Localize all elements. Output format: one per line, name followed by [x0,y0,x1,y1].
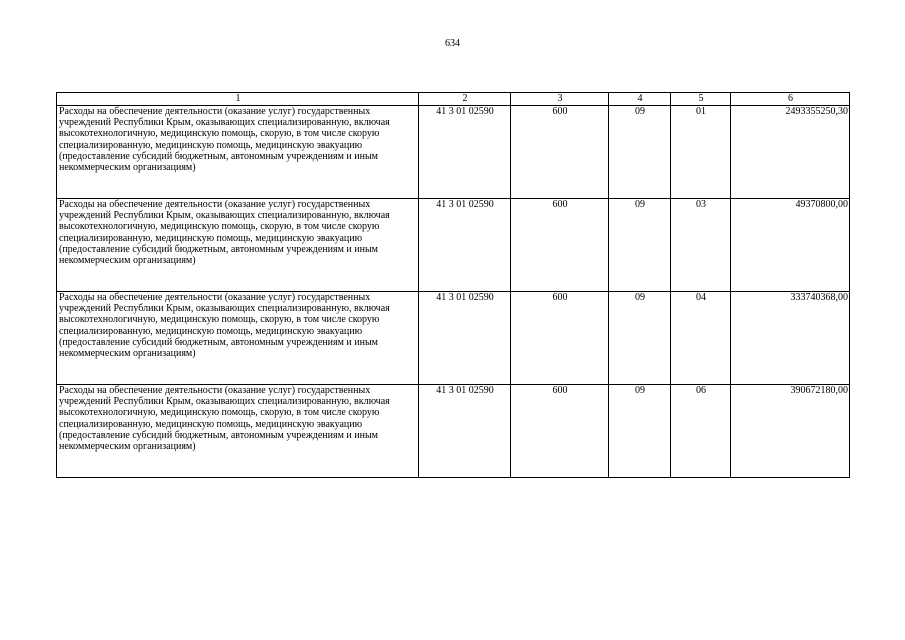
section-cell: 09 [609,199,671,292]
expense-type-cell: 600 [511,385,609,478]
table-row [57,106,850,199]
header-col-2: 2 [419,93,511,106]
header-col-3: 3 [511,93,609,106]
expense-type-cell: 600 [511,292,609,385]
header-col-4: 4 [609,93,671,106]
amount-cell: 390672180,00 [731,385,850,478]
section-cell: 09 [609,385,671,478]
expense-type-cell: 600 [511,106,609,199]
budget-table [56,92,850,478]
expense-name-cell: Расходы на обеспечение деятельности (оказание услуг) государственных учреждений Республики Крым, оказывающих специализированную, включая высокотехнологичную, медицинскую помощь, скорую, в том числе скорую специализированную, медицинскую помощь, медицинскую эвакуацию (предоставление субсидий бюджетным, автономным учреждениям и иным некоммерческим организациям) [57,385,419,478]
subsection-cell: 01 [671,106,731,199]
table-row [57,199,850,292]
table-row [57,385,850,478]
amount-cell: 333740368,00 [731,292,850,385]
expense-name-cell: Расходы на обеспечение деятельности (оказание услуг) государственных учреждений Республики Крым, оказывающих специализированную, включая высокотехнологичную, медицинскую помощь, скорую, в том числе скорую специализированную, медицинскую помощь, медицинскую эвакуацию (предоставление субсидий бюджетным, автономным учреждениям и иным некоммерческим организациям) [57,199,419,292]
subsection-cell: 06 [671,385,731,478]
amount-cell: 2493355250,30 [731,106,850,199]
table-row [57,292,850,385]
page-number: 634 [445,38,460,49]
header-col-5: 5 [671,93,731,106]
header-col-1: 1 [57,93,419,106]
target-code-cell: 41 3 01 02590 [419,385,511,478]
target-code-cell: 41 3 01 02590 [419,106,511,199]
expense-name-cell: Расходы на обеспечение деятельности (оказание услуг) государственных учреждений Республики Крым, оказывающих специализированную, включая высокотехнологичную, медицинскую помощь, скорую, в том числе скорую специализированную, медицинскую помощь, медицинскую эвакуацию (предоставление субсидий бюджетным, автономным учреждениям и иным некоммерческим организациям) [57,292,419,385]
subsection-cell: 04 [671,292,731,385]
section-cell: 09 [609,106,671,199]
table-header-row [57,93,850,106]
target-code-cell: 41 3 01 02590 [419,292,511,385]
expense-type-cell: 600 [511,199,609,292]
header-col-6: 6 [731,93,850,106]
subsection-cell: 03 [671,199,731,292]
section-cell: 09 [609,292,671,385]
amount-cell: 49370800,00 [731,199,850,292]
target-code-cell: 41 3 01 02590 [419,199,511,292]
expense-name-cell: Расходы на обеспечение деятельности (оказание услуг) государственных учреждений Республики Крым, оказывающих специализированную, включая высокотехнологичную, медицинскую помощь, скорую, в том числе скорую специализированную, медицинскую помощь, медицинскую эвакуацию (предоставление субсидий бюджетным, автономным учреждениям и иным некоммерческим организациям) [57,106,419,199]
